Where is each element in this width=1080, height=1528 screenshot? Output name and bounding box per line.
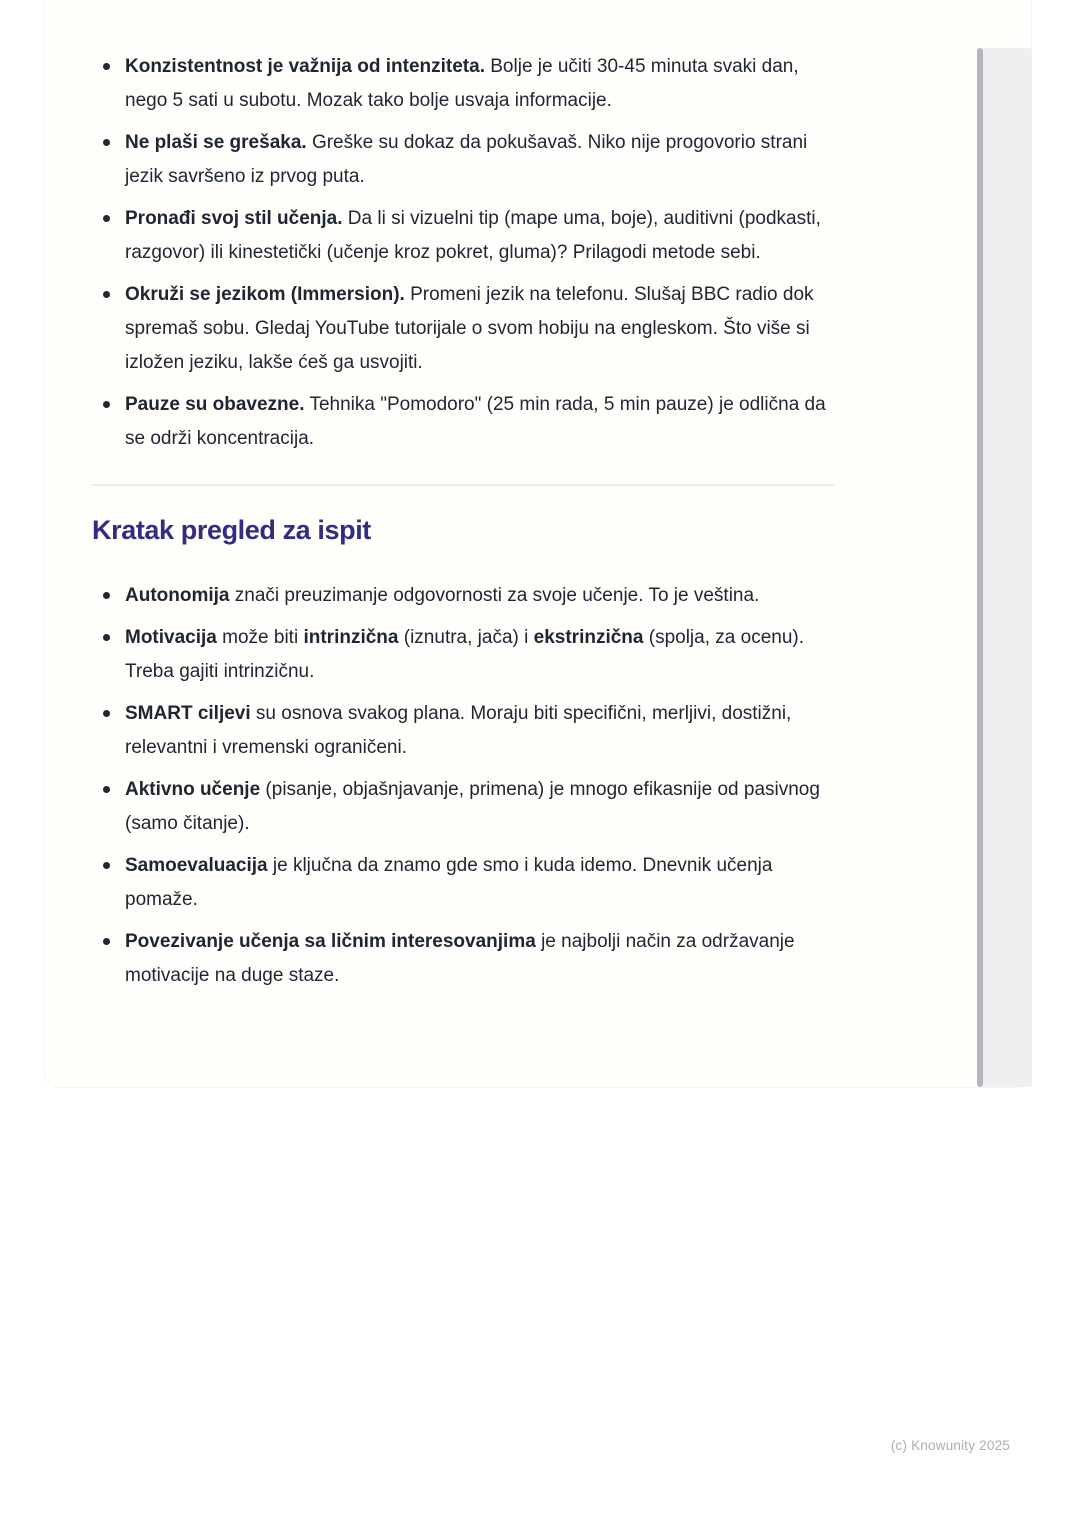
bold-text: Autonomija — [125, 585, 230, 606]
copyright-credit: (c) Knowunity 2025 — [890, 1438, 1010, 1453]
body-text: Greške su dokaz da pokušavaš. Niko nije progovorio strani jezik savršeno iz prvog puta. — [125, 132, 808, 187]
body-text: (iznutra, jača) i — [398, 627, 534, 648]
scrollbar-track[interactable] — [977, 48, 1032, 1087]
list-item — [92, 773, 834, 841]
body-text: (pisanje, objašnjavanje, primena) je mnogo efikasnije od pasivnog (samo čitanje). — [125, 779, 820, 834]
bold-text: Samoevaluacija — [125, 855, 268, 876]
study-tips-list — [92, 50, 834, 456]
body-text: (spolja, za ocenu). Treba gajiti intrinzičnu. — [125, 627, 804, 682]
list-item — [92, 621, 834, 689]
document-content — [92, 0, 834, 993]
bold-text: Pauze su obavezne. — [125, 394, 305, 415]
list-item — [92, 697, 834, 765]
list-item — [92, 50, 834, 118]
divider — [92, 484, 834, 486]
bold-text: intrinzična — [303, 627, 399, 648]
bold-text: Konzistentnost je važnija od intenziteta. — [125, 56, 485, 77]
body-text: Bolje je učiti 30-45 minuta svaki dan, nego 5 sati u subotu. Mozak tako bolje usvaja informacije. — [125, 56, 799, 111]
body-text: su osnova svakog plana. Moraju biti specifični, merljivi, dostižni, relevantni i vremenski ograničeni. — [125, 703, 792, 758]
body-text: može biti — [216, 627, 304, 648]
section-heading: Kratak pregled za ispit — [92, 515, 371, 545]
body-text: Tehnika "Pomodoro" (25 min rada, 5 min pauze) je odlična da se održi koncentracija. — [125, 394, 826, 449]
list-item — [92, 388, 834, 456]
list-item — [92, 278, 834, 380]
list-item — [92, 126, 834, 194]
body-text: je ključna da znamo gde smo i kuda idemo. Dnevnik učenja pomaže. — [125, 855, 773, 910]
bold-text: SMART ciljevi — [125, 703, 251, 724]
bold-text: Aktivno učenje — [125, 779, 261, 800]
bold-text: Povezivanje učenja sa ličnim interesovanjima — [125, 931, 536, 952]
exam-summary-list — [92, 579, 834, 993]
list-item — [92, 849, 834, 917]
scrollbar-thumb[interactable] — [977, 48, 983, 1087]
body-text: je najbolji način za održavanje motivacije na duge staze. — [125, 931, 795, 986]
bold-text: Motivacija — [125, 627, 217, 648]
body-text: Promeni jezik na telefonu. Slušaj BBC radio dok spremaš sobu. Gledaj YouTube tutorijale o svom hobiju na engleskom. Što više si izložen jeziku, lakše ćeš ga usvojiti. — [125, 284, 814, 373]
list-item — [92, 579, 834, 613]
bold-text: Okruži se jezikom (Immersion). — [125, 284, 405, 305]
list-item — [92, 202, 834, 270]
bold-text: ekstrinzična — [533, 627, 644, 648]
body-text: znači preuzimanje odgovornosti za svoje učenje. To je veština. — [229, 585, 760, 606]
body-text: Da li si vizuelni tip (mape uma, boje), auditivni (podkasti, razgovor) ili kinestetički (učenje kroz pokret, gluma)? Prilagodi metode sebi. — [125, 208, 821, 263]
list-item — [92, 925, 834, 993]
bold-text: Pronađi svoj stil učenja. — [125, 208, 343, 229]
bold-text: Ne plaši se grešaka. — [125, 132, 307, 153]
